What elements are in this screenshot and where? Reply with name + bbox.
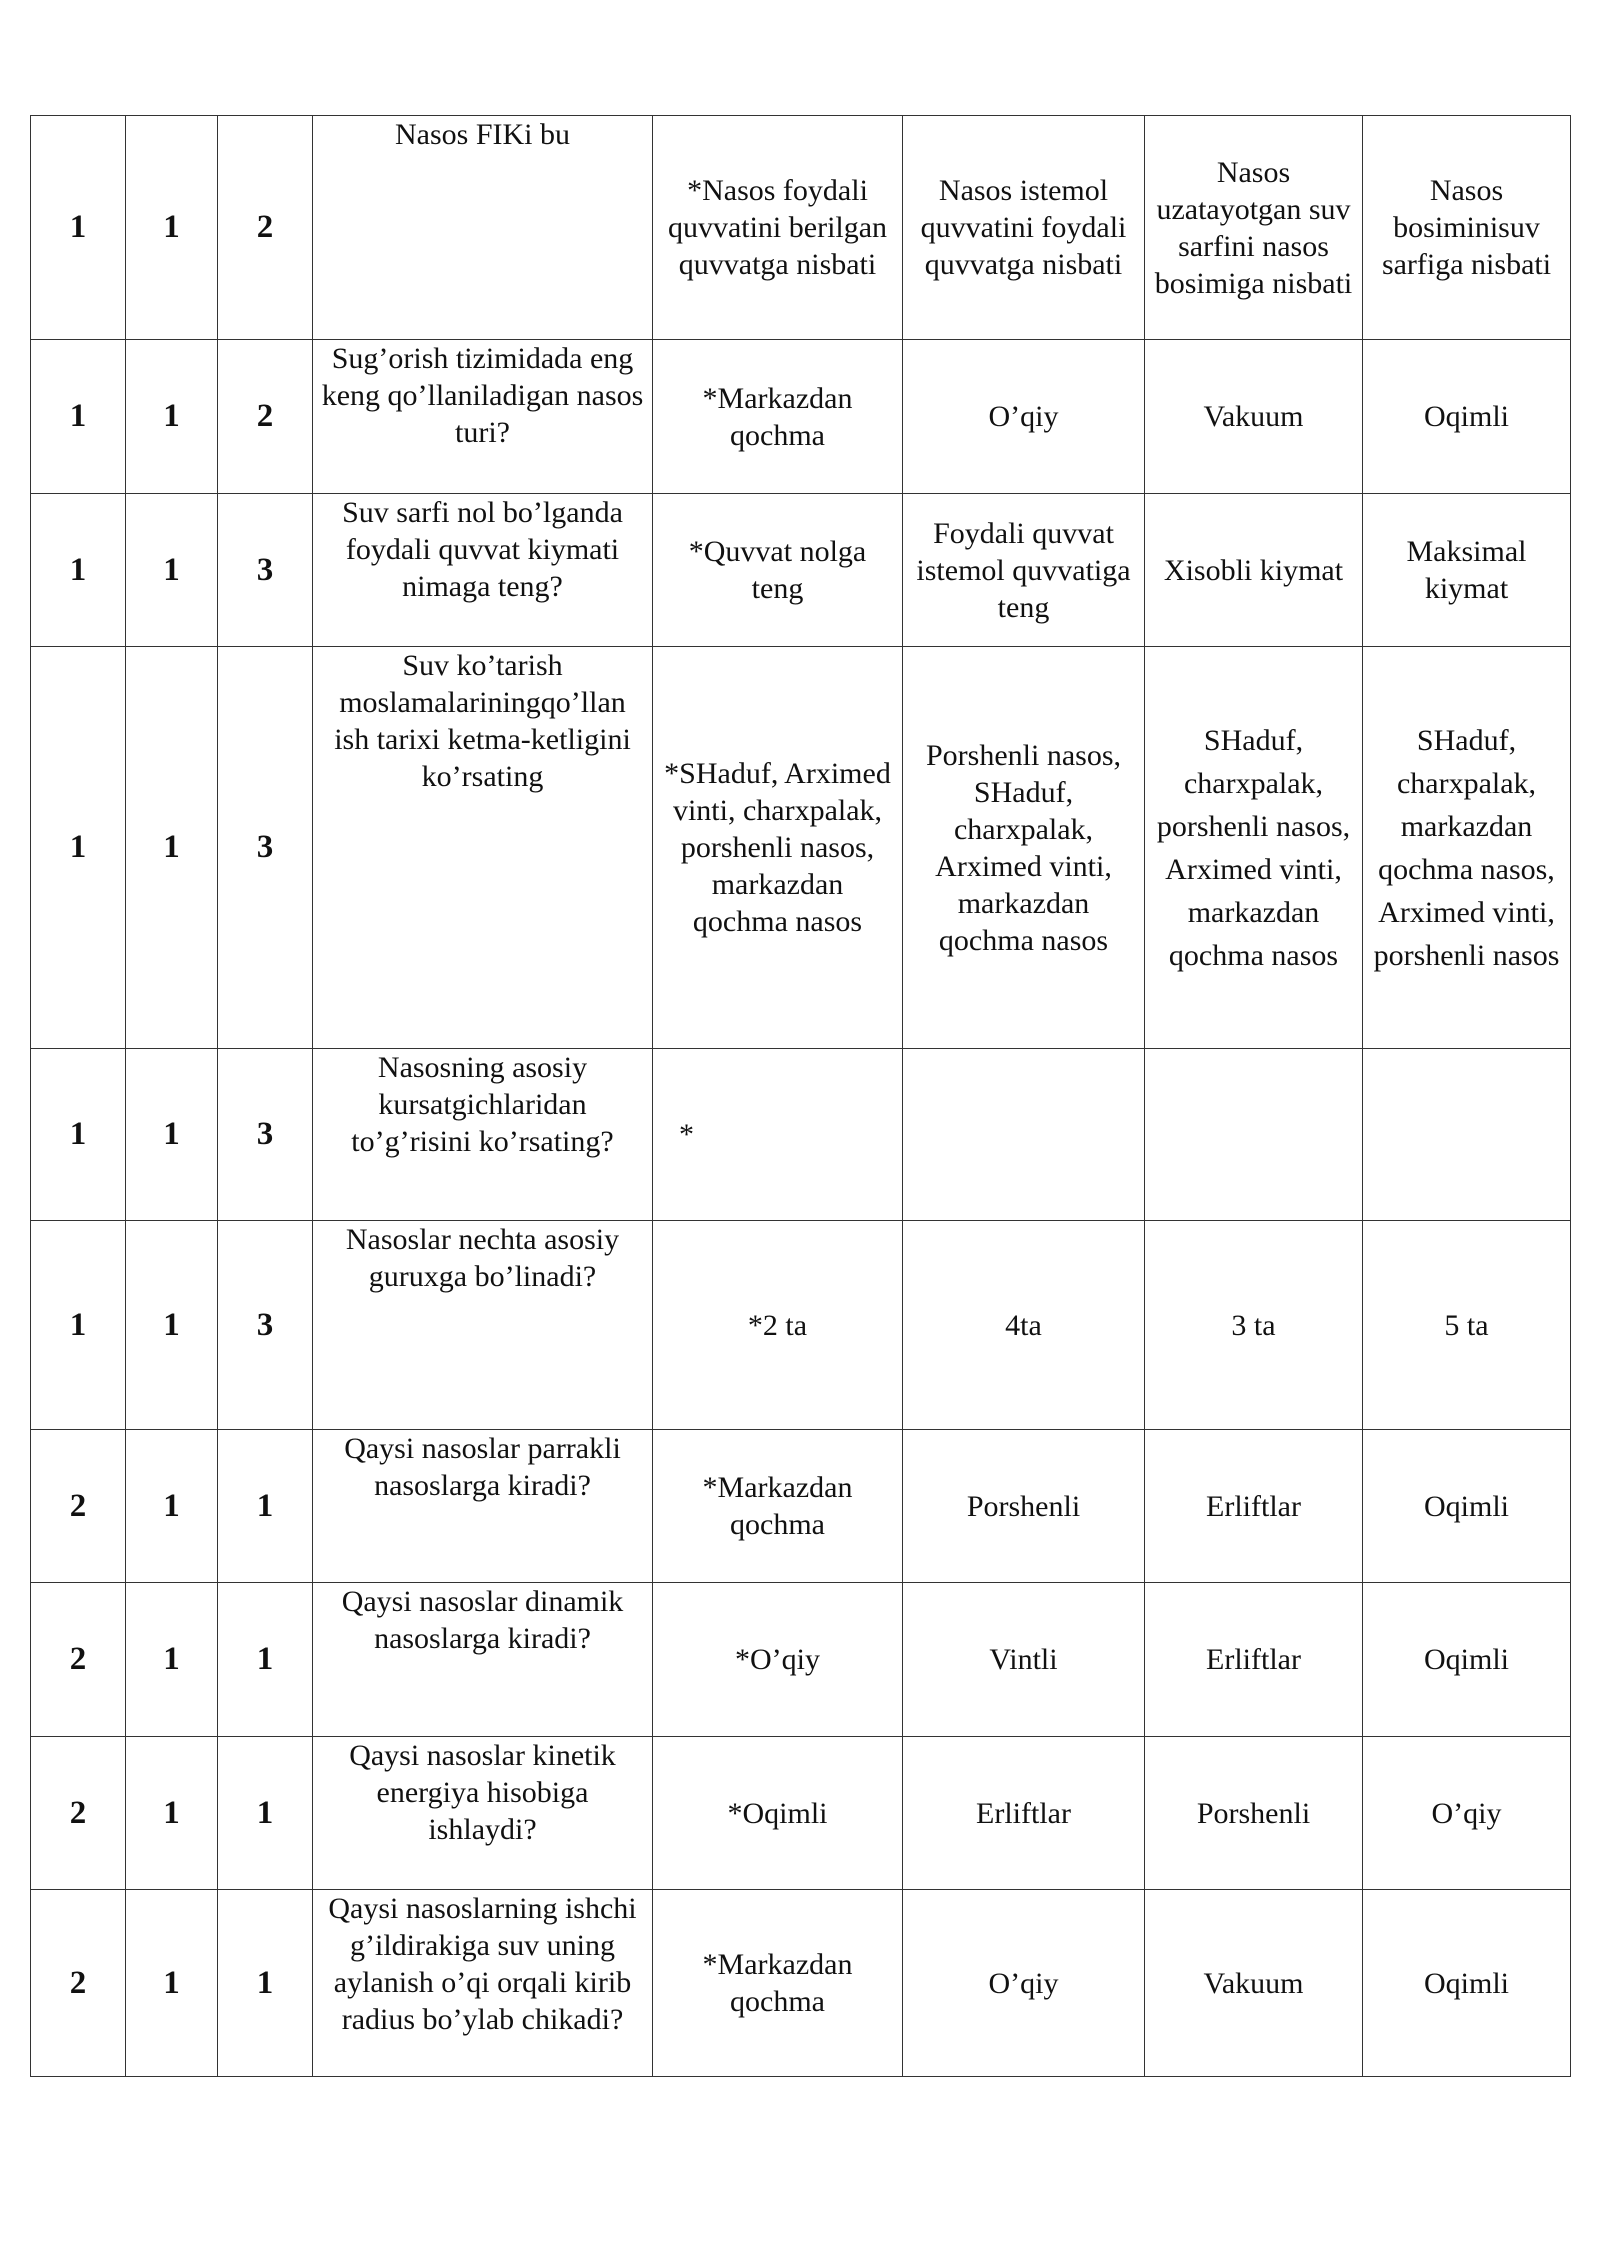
alt-answer-b-cell: 4ta (903, 1221, 1145, 1430)
alt-answer-d-cell: Oqimli (1363, 1583, 1571, 1737)
table-row (31, 1430, 1571, 1583)
question-cell: Nasoslar nechta asosiy guruxga bo’linadi? (313, 1221, 653, 1430)
table-row (31, 340, 1571, 494)
question-cell: Qaysi nasoslar kinetik energiya hisobiga ishlaydi? (313, 1737, 653, 1890)
block-cell: 1 (126, 1430, 218, 1583)
block-cell: 1 (126, 1221, 218, 1430)
table-row (31, 647, 1571, 1049)
alt-answer-c-cell: Xisobli kiymat (1145, 494, 1363, 647)
alt-answer-d-cell: Oqimli (1363, 340, 1571, 494)
table-row (31, 1890, 1571, 2077)
question-cell: Qaysi nasoslar dinamik nasoslarga kiradi? (313, 1583, 653, 1737)
question-cell: Nasos FIKi bu (313, 116, 653, 340)
alt-answer-d-cell: Maksimal kiymat (1363, 494, 1571, 647)
alt-answer-c-cell (1145, 1049, 1363, 1221)
alt-answer-d-cell: O’qiy (1363, 1737, 1571, 1890)
alt-answer-b-cell: O’qiy (903, 1890, 1145, 2077)
correct-answer-cell: *SHaduf, Arximed vinti, charxpalak, porshenli nasos, markazdan qochma nasos (653, 647, 903, 1049)
question-cell: Suv ko’tarish moslamalariningqo’llan ish tarixi ketma-ketligini ko’rsating (313, 647, 653, 1049)
alt-answer-c-cell: Erliftlar (1145, 1583, 1363, 1737)
block-cell: 1 (126, 1737, 218, 1890)
difficulty-cell: 3 (218, 1049, 313, 1221)
table-row (31, 1583, 1571, 1737)
difficulty-cell: 1 (218, 1737, 313, 1890)
alt-answer-c-cell: Vakuum (1145, 1890, 1363, 2077)
correct-answer-cell: *Oqimli (653, 1737, 903, 1890)
correct-answer-cell: *Quvvat nolga teng (653, 494, 903, 647)
block-cell: 1 (126, 1049, 218, 1221)
difficulty-cell: 3 (218, 1221, 313, 1430)
block-cell: 1 (126, 1890, 218, 2077)
alt-answer-c-cell: Vakuum (1145, 340, 1363, 494)
table-row (31, 1049, 1571, 1221)
table-row (31, 1737, 1571, 1890)
question-cell: Sug’orish tizimidada eng keng qo’llaniladigan nasos turi? (313, 340, 653, 494)
block-cell: 1 (126, 647, 218, 1049)
table-row (31, 494, 1571, 647)
level-cell: 1 (31, 340, 126, 494)
correct-answer-cell: *Markazdan qochma (653, 1890, 903, 2077)
correct-answer-cell: *Nasos foydali quvvatini berilgan quvvatga nisbati (653, 116, 903, 340)
correct-answer-cell: * (653, 1049, 903, 1221)
alt-answer-d-cell: Nasos bosiminisuv sarfiga nisbati (1363, 116, 1571, 340)
table-row (31, 116, 1571, 340)
table-row (31, 1221, 1571, 1430)
alt-answer-d-cell: Oqimli (1363, 1890, 1571, 2077)
block-cell: 1 (126, 494, 218, 647)
alt-answer-d-cell: SHaduf, charxpalak, markazdan qochma nasos, Arximed vinti, porshenli nasos (1363, 647, 1571, 1049)
level-cell: 1 (31, 116, 126, 340)
block-cell: 1 (126, 340, 218, 494)
level-cell: 2 (31, 1430, 126, 1583)
alt-answer-b-cell: Erliftlar (903, 1737, 1145, 1890)
alt-answer-b-cell: Foydali quvvat istemol quvvatiga teng (903, 494, 1145, 647)
question-cell: Qaysi nasoslar parrakli nasoslarga kiradi? (313, 1430, 653, 1583)
level-cell: 1 (31, 1049, 126, 1221)
difficulty-cell: 1 (218, 1583, 313, 1737)
alt-answer-d-cell (1363, 1049, 1571, 1221)
level-cell: 2 (31, 1583, 126, 1737)
alt-answer-c-cell: Nasos uzatayotgan suv sarfini nasos bosimiga nisbati (1145, 116, 1363, 340)
correct-answer-cell: *Markazdan qochma (653, 1430, 903, 1583)
alt-answer-b-cell: Nasos istemol quvvatini foydali quvvatga nisbati (903, 116, 1145, 340)
block-cell: 1 (126, 1583, 218, 1737)
level-cell: 2 (31, 1737, 126, 1890)
difficulty-cell: 2 (218, 340, 313, 494)
difficulty-cell: 1 (218, 1430, 313, 1583)
question-cell: Suv sarfi nol bo’lganda foydali quvvat kiymati nimaga teng? (313, 494, 653, 647)
alt-answer-b-cell: O’qiy (903, 340, 1145, 494)
alt-answer-b-cell: Porshenli nasos, SHaduf, charxpalak, Arximed vinti, markazdan qochma nasos (903, 647, 1145, 1049)
level-cell: 1 (31, 1221, 126, 1430)
level-cell: 2 (31, 1890, 126, 2077)
difficulty-cell: 3 (218, 494, 313, 647)
alt-answer-c-cell: Erliftlar (1145, 1430, 1363, 1583)
difficulty-cell: 3 (218, 647, 313, 1049)
alt-answer-c-cell: 3 ta (1145, 1221, 1363, 1430)
level-cell: 1 (31, 494, 126, 647)
question-cell: Qaysi nasoslarning ishchi g’ildirakiga suv uning aylanish o’qi orqali kirib radius bo’ylab chikadi? (313, 1890, 653, 2077)
alt-answer-c-cell: Porshenli (1145, 1737, 1363, 1890)
correct-answer-cell: *Markazdan qochma (653, 340, 903, 494)
alt-answer-d-cell: Oqimli (1363, 1430, 1571, 1583)
correct-answer-cell: *O’qiy (653, 1583, 903, 1737)
alt-answer-b-cell: Porshenli (903, 1430, 1145, 1583)
correct-answer-cell: *2 ta (653, 1221, 903, 1430)
question-cell: Nasosning asosiy kursatgichlaridan to’g’risini ko’rsating? (313, 1049, 653, 1221)
level-cell: 1 (31, 647, 126, 1049)
quiz-table (30, 115, 1571, 2077)
block-cell: 1 (126, 116, 218, 340)
alt-answer-d-cell: 5 ta (1363, 1221, 1571, 1430)
difficulty-cell: 1 (218, 1890, 313, 2077)
alt-answer-c-cell: SHaduf, charxpalak, porshenli nasos, Arximed vinti, markazdan qochma nasos (1145, 647, 1363, 1049)
difficulty-cell: 2 (218, 116, 313, 340)
alt-answer-b-cell (903, 1049, 1145, 1221)
alt-answer-b-cell: Vintli (903, 1583, 1145, 1737)
